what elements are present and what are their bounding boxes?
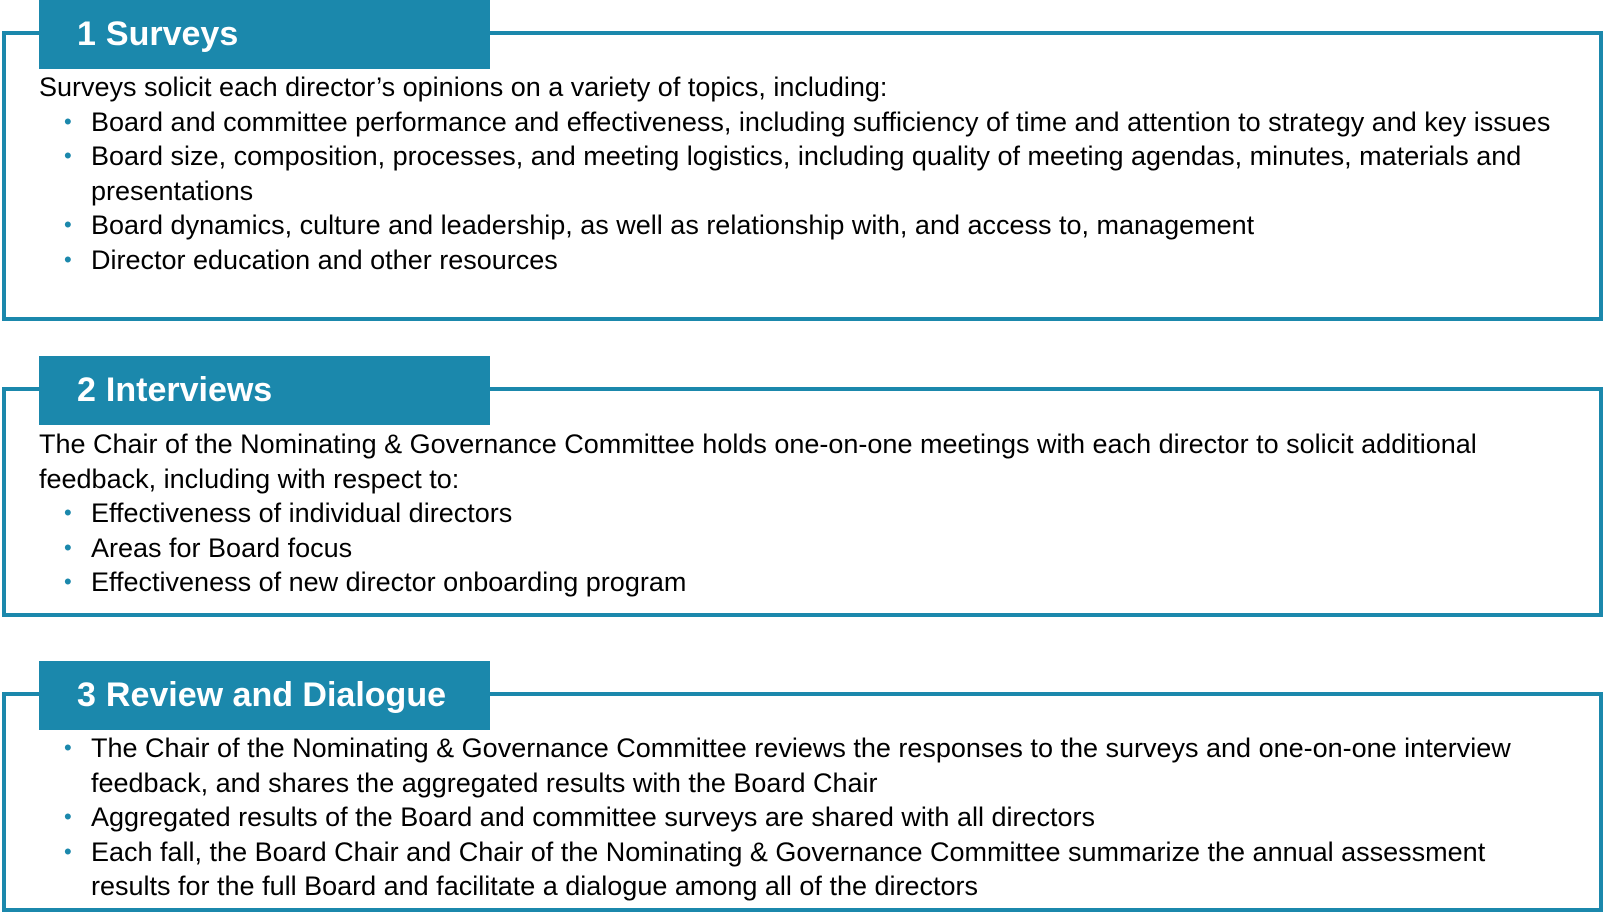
- list-item: [39, 105, 1565, 140]
- section-number: 1: [77, 15, 96, 53]
- bullet-list: [39, 105, 1565, 278]
- bullet-icon: •: [64, 804, 72, 829]
- section-title: Surveys: [105, 15, 239, 53]
- bullet-icon: •: [64, 212, 72, 237]
- list-item-text: Effectiveness of new director onboarding program: [91, 567, 687, 597]
- list-item-text: Board size, composition, processes, and meeting logistics, including quality of meeting agendas, minutes, materials and presentations: [91, 141, 1522, 206]
- bullet-icon: •: [64, 838, 72, 864]
- bullet-icon: •: [64, 500, 72, 525]
- list-item: [39, 208, 1565, 243]
- section-intro: The Chair of the Nominating & Governance Committee holds one-on-one meetings with each director to solicit additional feedback, including with respect to:: [39, 429, 1477, 494]
- list-item: [39, 243, 1565, 278]
- section-review-and-dialogue: [0, 661, 1605, 913]
- section-review-content: [39, 731, 1565, 904]
- bullet-icon: •: [64, 569, 72, 594]
- list-item-text: Board dynamics, culture and leadership, as well as relationship with, and access to, management: [91, 210, 1255, 240]
- list-item: [39, 531, 1565, 566]
- list-item: [39, 565, 1565, 600]
- section-interviews-header: [39, 356, 490, 425]
- section-surveys: [0, 0, 1605, 325]
- bullet-icon: •: [64, 246, 72, 272]
- list-item: [39, 139, 1565, 208]
- section-review-header: [39, 661, 490, 730]
- bullet-icon: •: [64, 108, 72, 134]
- bullet-icon: •: [64, 735, 72, 760]
- list-item: [39, 731, 1565, 800]
- section-title: Review and Dialogue: [105, 676, 447, 714]
- section-intro: Surveys solicit each director’s opinions on a variety of topics, including:: [39, 72, 888, 102]
- list-item-text: Effectiveness of individual directors: [91, 498, 513, 528]
- section-interviews: [0, 356, 1605, 621]
- list-item-text: Board and committee performance and effectiveness, including sufficiency of time and attention to strategy and key issues: [91, 106, 1551, 137]
- section-title: Interviews: [105, 371, 273, 409]
- list-item: [39, 496, 1565, 531]
- bullet-list: [39, 731, 1565, 904]
- bullet-icon: •: [64, 534, 72, 560]
- list-item: [39, 835, 1565, 904]
- section-surveys-header: [39, 0, 490, 69]
- section-number: 3: [77, 676, 96, 714]
- list-item-text: The Chair of the Nominating & Governance Committee reviews the responses to the surveys and one-on-one interview feedback, and shares the aggregated results with the Board Chair: [91, 733, 1511, 798]
- list-item-text: Each fall, the Board Chair and Chair of the Nominating & Governance Committee summarize the annual assessment results for the full Board and facilitate a dialogue among all of the directors: [91, 836, 1486, 901]
- list-item-text: Director education and other resources: [91, 244, 558, 275]
- bullet-list: [39, 496, 1565, 600]
- section-number: 2: [77, 371, 96, 409]
- list-item: [39, 800, 1565, 835]
- list-item-text: Areas for Board focus: [91, 532, 353, 563]
- list-item-text: Aggregated results of the Board and committee surveys are shared with all directors: [91, 802, 1095, 832]
- section-interviews-content: [39, 427, 1565, 600]
- section-surveys-content: [39, 70, 1565, 277]
- bullet-icon: •: [64, 143, 72, 168]
